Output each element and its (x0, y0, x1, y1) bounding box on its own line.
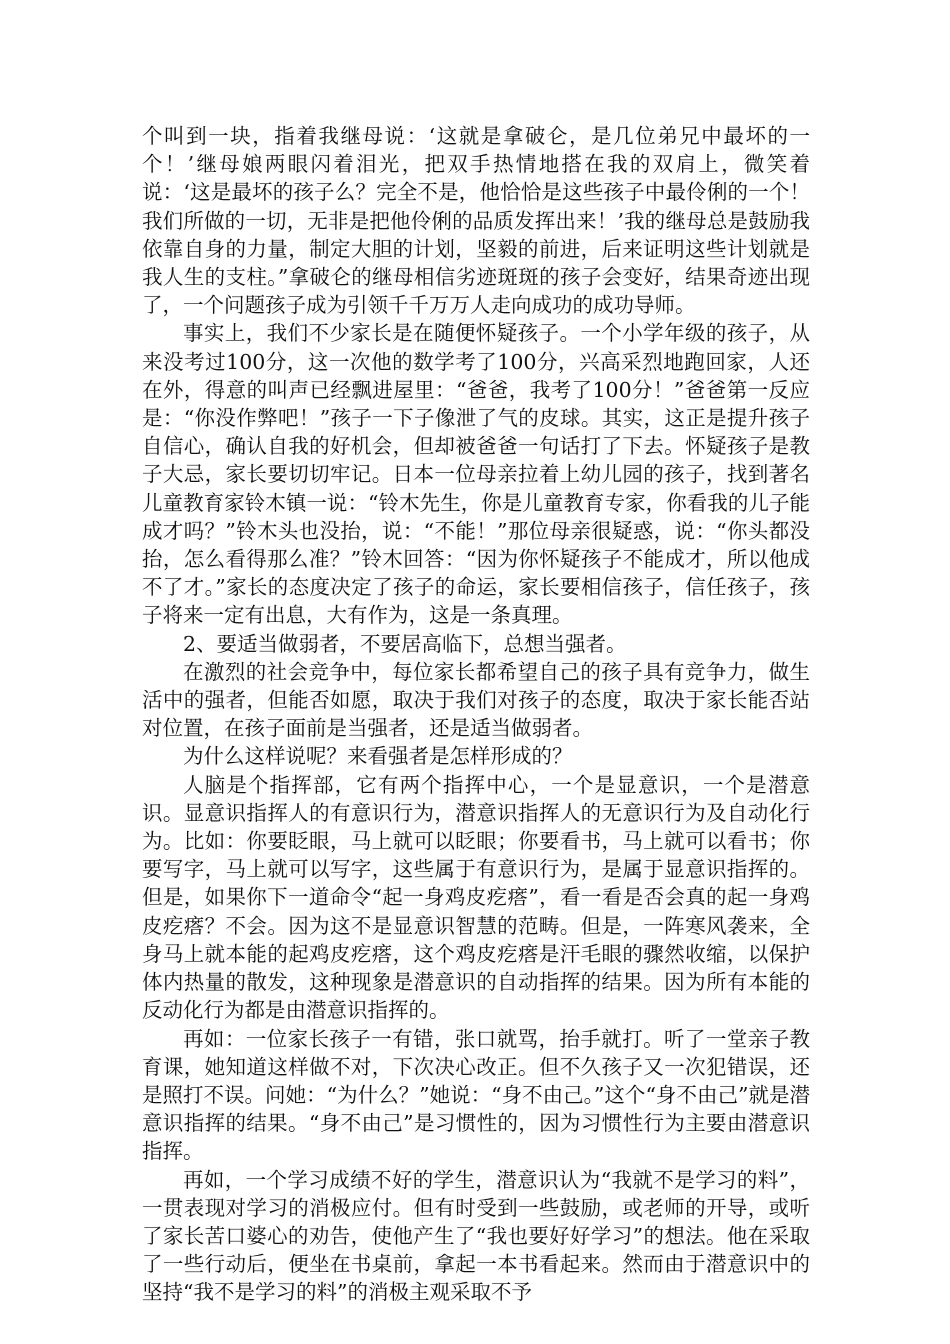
paragraph: 在激烈的社会竞争中，每位家长都希望自己的孩子具有竞争力，做生活中的强者，但能否如愿，取决于我们对孩子的态度，取决于家长能否站对位置，在孩子面前是当强者，还是适当做弱者。 (142, 659, 810, 741)
document-body (142, 122, 810, 1307)
paragraph-continued: 个叫到一块，指着我继母说：‘这就是拿破仑，是几位弟兄中最坏的一个！’继母娘两眼闪着泪光，把双手热情地搭在我的双肩上，微笑着说：‘这是最坏的孩子么？完全不是，他恰恰是这些孩子中最伶俐的一个！我们所做的一切，无非是把他伶俐的品质发挥出来！’我的继母总是鼓励我依靠自身的力量，制定大胆的计划，坚毅的前进，后来证明这些计划就是我人生的支柱。”拿破仑的继母相信劣迹斑斑的孩子会变好，结果奇迹出现了，一个问题孩子成为引领千千万万人走向成功的成功导师。 (142, 124, 810, 318)
paragraph: 为什么这样说呢？来看强者是怎样形成的？ (183, 744, 573, 769)
paragraph: 再如：一位家长孩子一有错，张口就骂，抬手就打。听了一堂亲子教育课，她知道这样做不对，下次决心改正。但不久孩子又一次犯错误，还是照打不误。问她：“为什么？”她说：“身不由己。”这个“身不由己”就是潜意识指挥的结果。“身不由己”是习惯性的，因为习惯性行为主要由潜意识指挥。 (142, 1026, 810, 1164)
paragraph: 事实上，我们不少家长是在随便怀疑孩子。一个小学年级的孩子，从来没考过100分，这一次他的数学考了100分，兴高采烈地跑回家，人还在外，得意的叫声已经飘进屋里：“爸爸，我考了100分！”爸爸第一反应是：“你没作弊吧！”孩子一下子像泄了气的皮球。其实，这正是提升孩子自信心，确认自我的好机会，但却被爸爸一句话打了下去。怀疑孩子是教子大忌，家长要切切牢记。日本一位母亲拉着上幼儿园的孩子，找到著名儿童教育家铃木镇一说：“铃木先生，你是儿童教育专家，你看我的儿子能成才吗？”铃木头也没抬，说：“不能！”那位母亲很疑惑，说：“你头都没抬，怎么看得那么准？”铃木回答：“因为你怀疑孩子不能成才，所以他成不了才。”家长的态度决定了孩子的命运，家长要相信孩子，信任孩子，孩子将来一定有出息，大有作为，这是一条真理。 (142, 321, 810, 628)
paragraph: 人脑是个指挥部，它有两个指挥中心，一个是显意识，一个是潜意识。显意识指挥人的有意识行为，潜意识指挥人的无意识行为及自动化行为。比如：你要眨眼，马上就可以眨眼；你要看书，马上就可以看书；你要写字，马上就可以写字，这些属于有意识行为，是属于显意识指挥的。但是，如果你下一道命令“起一身鸡皮疙瘩”，看一看是否会真的起一身鸡皮疙瘩？不会。因为这不是显意识智慧的范畴。但是，一阵寒风袭来，全身马上就本能的起鸡皮疙瘩，这个鸡皮疙瘩是汗毛眼的骤然收缩，以保护体内热量的散发，这种现象是潜意识的自动指挥的结果。因为所有本能的反动化行为都是由潜意识指挥的。 (142, 772, 810, 1023)
paragraph: 再如，一个学习成绩不好的学生，潜意识认为“我就不是学习的料”，一贯表现对学习的消极应付。但有时受到一些鼓励，或老师的开导，或听了家长苦口婆心的劝告，使他产生了“我也要好好学习”的想法。他在采取了一些行动后，便坐在书桌前，拿起一本书看起来。然而由于潜意识中的坚持“我不是学习的料”的消极主观采取不予 (142, 1167, 810, 1305)
section-heading: 2、要适当做弱者，不要居高临下，总想当强者。 (183, 631, 627, 656)
